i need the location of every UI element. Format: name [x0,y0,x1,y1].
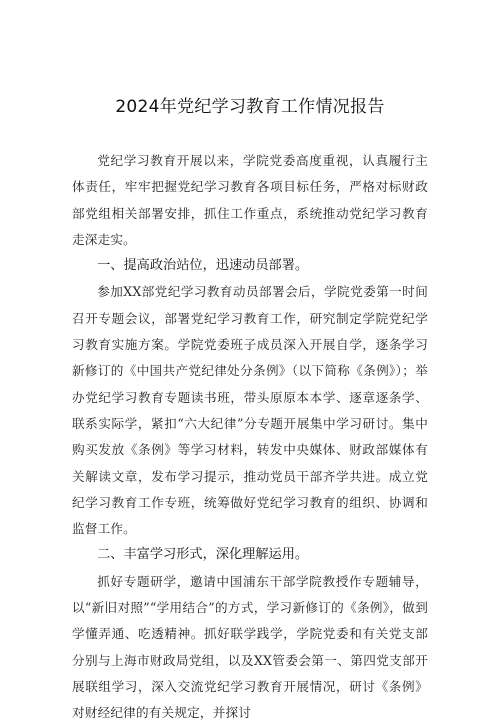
intro-paragraph: 党纪学习教育开展以来，学院党委高度重视，认真履行主体责任，牢牢把握党纪学习教育各项目标任务，严格对标财政部党组相关部署安排，抓住工作重点，系统推动党纪学习教育走深走实。 [72,153,428,247]
document-title: 2024年党纪学习教育工作情况报告 [115,97,385,117]
document-body [72,148,428,727]
section-heading-1: 一、提高政治站位，迅速动员部署。 [97,258,309,274]
section-paragraph-2: 抓好专题研学，邀请中国浦东干部学院教授作专题辅导，以“新旧对照”“学用结合”的方式，学习新修订的《条例》，做到学懂弄通、吃透精神。抓好联学践学，学院党委和有关党支部分别与上海市财政局党组，以及XX管委会第一、第四党支部开展联组学习，深入交流党纪学习教育开展情况，研讨《条例》对财经纪律的有关规定，并探讨 [72,573,428,721]
section-heading-2: 二、丰富学习形式，深化理解运用。 [97,547,309,563]
section-paragraph-1: 参加XX部党纪学习教育动员部署会后，学院党委第一时间召开专题会议，部署党纪学习教育工作，研究制定学院党纪学习教育实施方案。学院党委班子成员深入开展自学，逐条学习新修订的《中国共产党纪律处分条例》（以下简称《条例》）；举办党纪学习教育专题读书班，带头原原本本学、逐章逐条学、联系实际学，紧扣“六大纪律”分专题开展集中学习研讨。集中购买发放《条例》等学习材料，转发中央媒体、财政部媒体有关解读文章，发布学习提示，推动党员干部齐学共进。成立党纪学习教育工作专班，统筹做好党纪学习教育的组织、协调和监督工作。 [72,284,428,537]
